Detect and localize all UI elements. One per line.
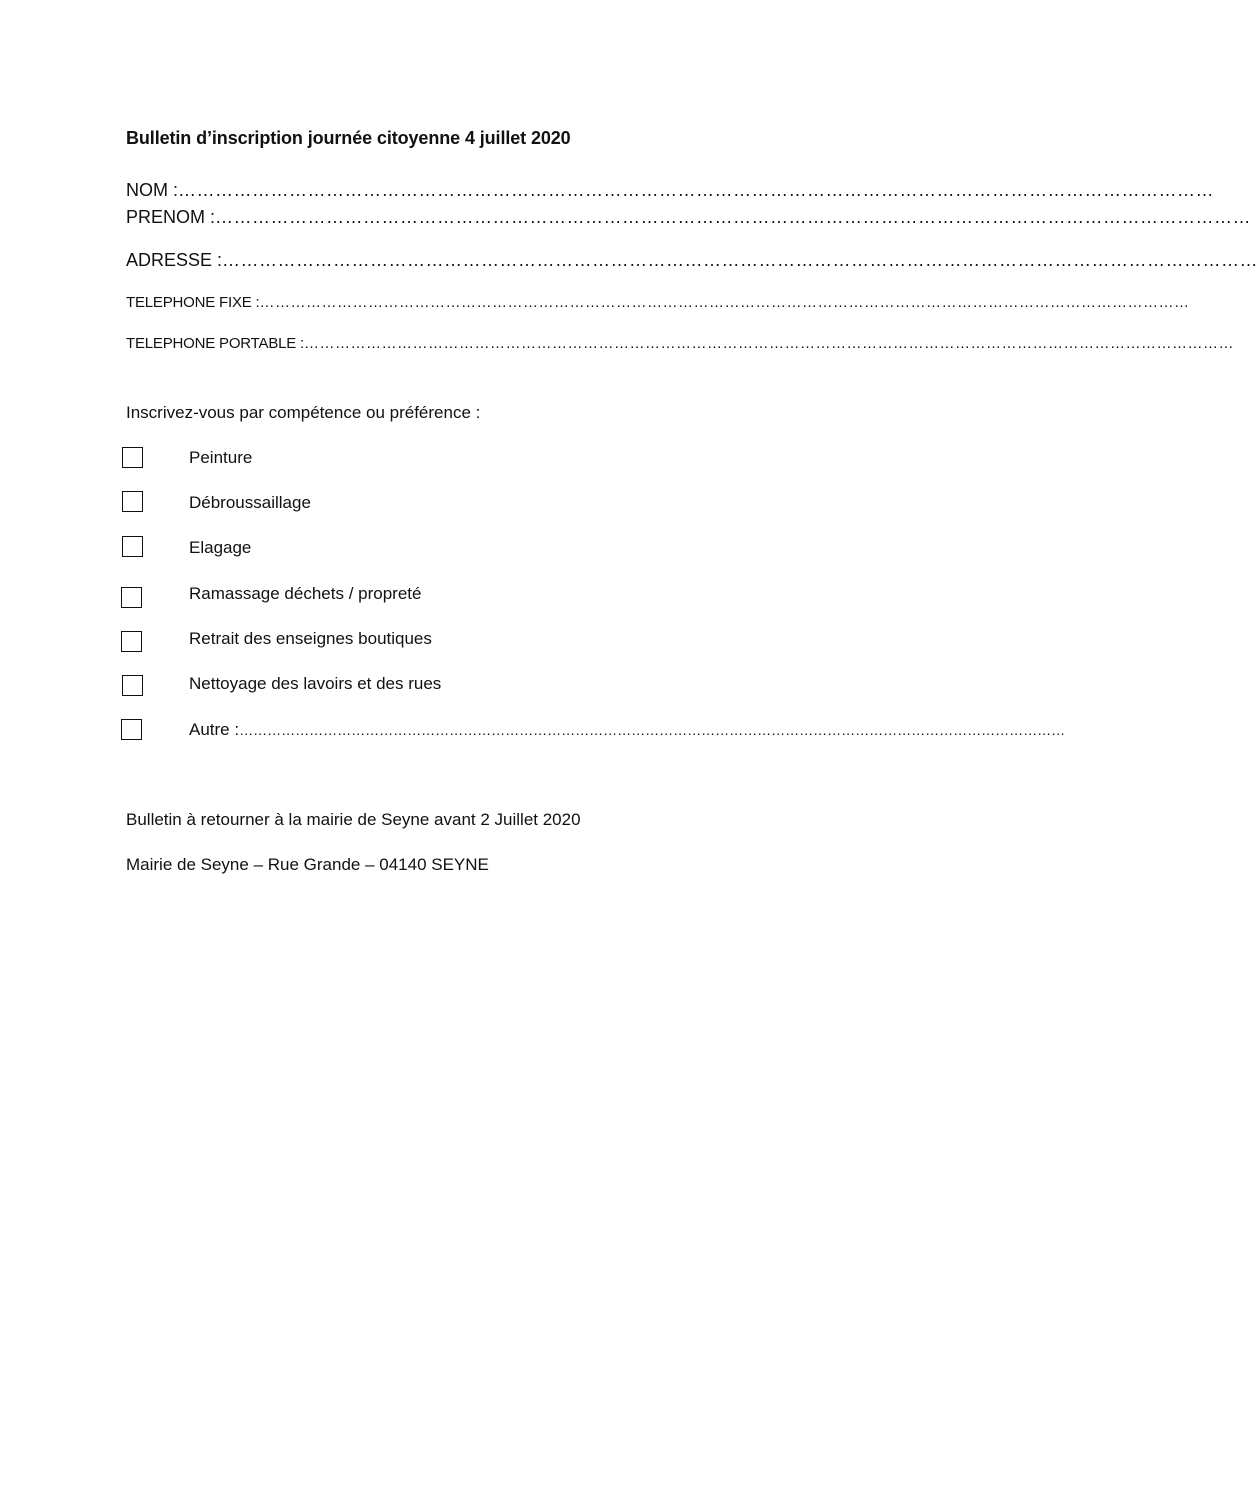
option-label-nettoyage-lavoirs: Nettoyage des lavoirs et des rues bbox=[189, 674, 442, 693]
nom-label: NOM : bbox=[126, 180, 178, 200]
telephone-portable-label: TELEPHONE PORTABLE : bbox=[126, 335, 304, 352]
telephone-fixe-field[interactable] bbox=[126, 294, 1190, 311]
option-label-debroussaillage: Débroussaillage bbox=[189, 493, 311, 512]
autre-label: Autre : bbox=[189, 720, 240, 739]
checkbox-autre[interactable] bbox=[121, 719, 142, 740]
option-label-retrait-enseignes: Retrait des enseignes boutiques bbox=[189, 629, 432, 648]
mairie-address: Mairie de Seyne – Rue Grande – 04140 SEYNE bbox=[126, 855, 489, 874]
adresse-field[interactable] bbox=[126, 250, 1258, 271]
form-title: Bulletin d’inscription journée citoyenne 4 juillet 2020 bbox=[126, 128, 571, 148]
telephone-portable-field[interactable] bbox=[126, 335, 1234, 352]
telephone-portable-dotted-line[interactable]: ……………………………………………………………………………………………………………………………………………………………… bbox=[304, 335, 1234, 352]
telephone-fixe-dotted-line[interactable]: ……………………………………………………………………………………………………………………………………………………………… bbox=[259, 294, 1190, 311]
autre-dotted-line[interactable]: …………………………………………………………………………………………………………………………………………………………… bbox=[239, 722, 1066, 738]
checkbox-ramassage-dechets[interactable] bbox=[121, 587, 142, 608]
options-intro: Inscrivez-vous par compétence ou préférence : bbox=[126, 403, 481, 422]
adresse-label: ADRESSE : bbox=[126, 250, 223, 270]
checkbox-elagage[interactable] bbox=[122, 536, 143, 557]
option-label-peinture: Peinture bbox=[189, 448, 253, 467]
prenom-dotted-line[interactable]: …………………………………………………………………………………………………………………………………………………… bbox=[215, 207, 1252, 227]
checkbox-retrait-enseignes[interactable] bbox=[121, 631, 142, 652]
prenom-field[interactable] bbox=[126, 207, 1252, 228]
nom-field[interactable] bbox=[126, 180, 1214, 201]
option-label-ramassage-dechets: Ramassage déchets / propreté bbox=[189, 584, 422, 603]
autre-field[interactable] bbox=[189, 720, 1066, 740]
return-instructions: Bulletin à retourner à la mairie de Seyne avant 2 Juillet 2020 bbox=[126, 810, 581, 829]
prenom-label: PRENOM : bbox=[126, 207, 216, 227]
nom-dotted-line[interactable]: …………………………………………………………………………………………………………………………………………………… bbox=[178, 180, 1214, 200]
checkbox-debroussaillage[interactable] bbox=[122, 491, 143, 512]
checkbox-nettoyage-lavoirs[interactable] bbox=[122, 675, 143, 696]
telephone-fixe-label: TELEPHONE FIXE : bbox=[126, 294, 260, 311]
checkbox-peinture[interactable] bbox=[122, 447, 143, 468]
option-label-elagage: Elagage bbox=[189, 538, 252, 557]
adresse-dotted-line[interactable]: …………………………………………………………………………………………………………………………………………………… bbox=[222, 250, 1258, 270]
